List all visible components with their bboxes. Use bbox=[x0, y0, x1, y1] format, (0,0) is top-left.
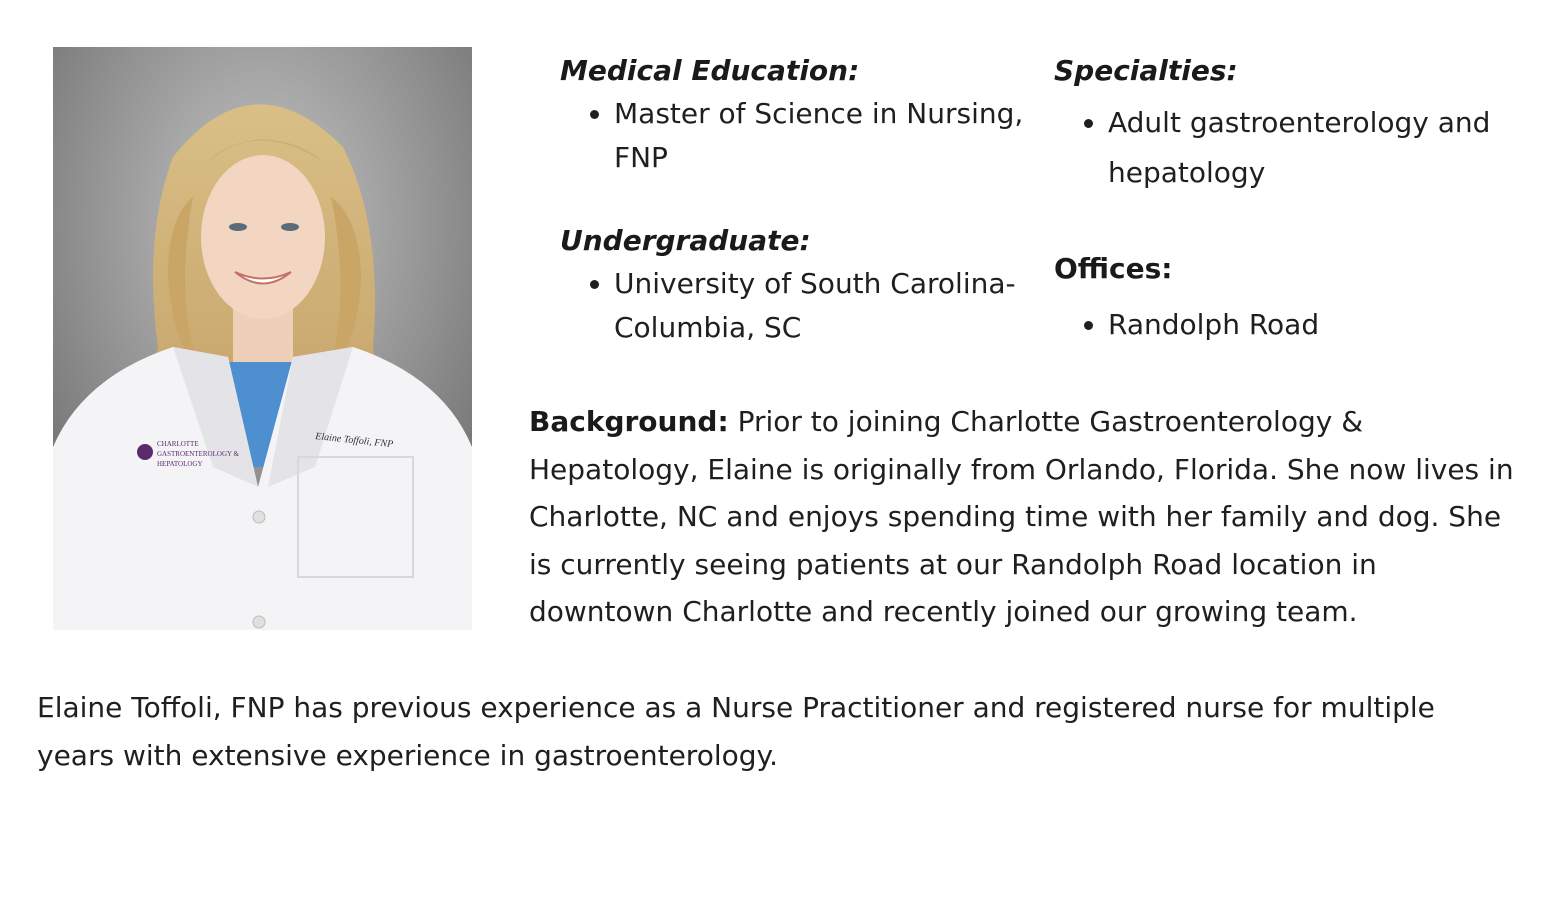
offices-title: Offices: bbox=[1054, 252, 1173, 285]
specialties-title: Specialties: bbox=[1054, 54, 1238, 87]
provider-photo bbox=[53, 47, 472, 630]
offices-item: • Randolph Road bbox=[1108, 300, 1534, 350]
medical-education-section bbox=[560, 50, 1030, 180]
background-label: Background: bbox=[529, 405, 729, 438]
coat-name-embroidery: Elaine Toffoli, FNP bbox=[314, 431, 394, 451]
portrait-illustration bbox=[53, 47, 472, 630]
offices-section bbox=[1054, 248, 1534, 350]
specialties-section bbox=[1054, 50, 1534, 198]
medical-education-list bbox=[560, 92, 1030, 180]
medical-education-title: Medical Education: bbox=[560, 54, 860, 87]
medical-education-item: • Master of Science in Nursing, FNP bbox=[614, 92, 1030, 180]
background-paragraph bbox=[529, 398, 1529, 636]
coat-logo-line-2: GASTROENTEROLOGY & bbox=[157, 450, 239, 458]
offices-list bbox=[1054, 300, 1534, 350]
experience-paragraph: Elaine Toffoli, FNP has previous experience as a Nurse Practitioner and registered nurse for multiple years with extensive experience in gastroenterology. bbox=[37, 691, 1435, 772]
specialties-list bbox=[1054, 98, 1534, 198]
undergraduate-item: • University of South Carolina-Columbia, SC bbox=[614, 262, 1030, 350]
undergraduate-section bbox=[560, 220, 1030, 350]
undergraduate-list bbox=[560, 262, 1030, 350]
specialties-column bbox=[1054, 50, 1534, 350]
specialties-item: • Adult gastroenterology and hepatology bbox=[1108, 98, 1534, 198]
coat-logo-line-3: HEPATOLOGY bbox=[157, 460, 203, 468]
education-column bbox=[560, 50, 1030, 350]
undergraduate-title: Undergraduate: bbox=[560, 224, 811, 257]
background-text: Prior to joining Charlotte Gastroenterology & Hepatology, Elaine is originally from Orlando, Florida. She now lives in Charlotte, NC and enjoys spending time with her family and dog. She is currently seeing patients at our Randolph Road location in downtown Charlotte and recently joined our growing team. bbox=[529, 405, 1514, 628]
coat-logo-line-1: CHARLOTTE bbox=[157, 440, 199, 448]
